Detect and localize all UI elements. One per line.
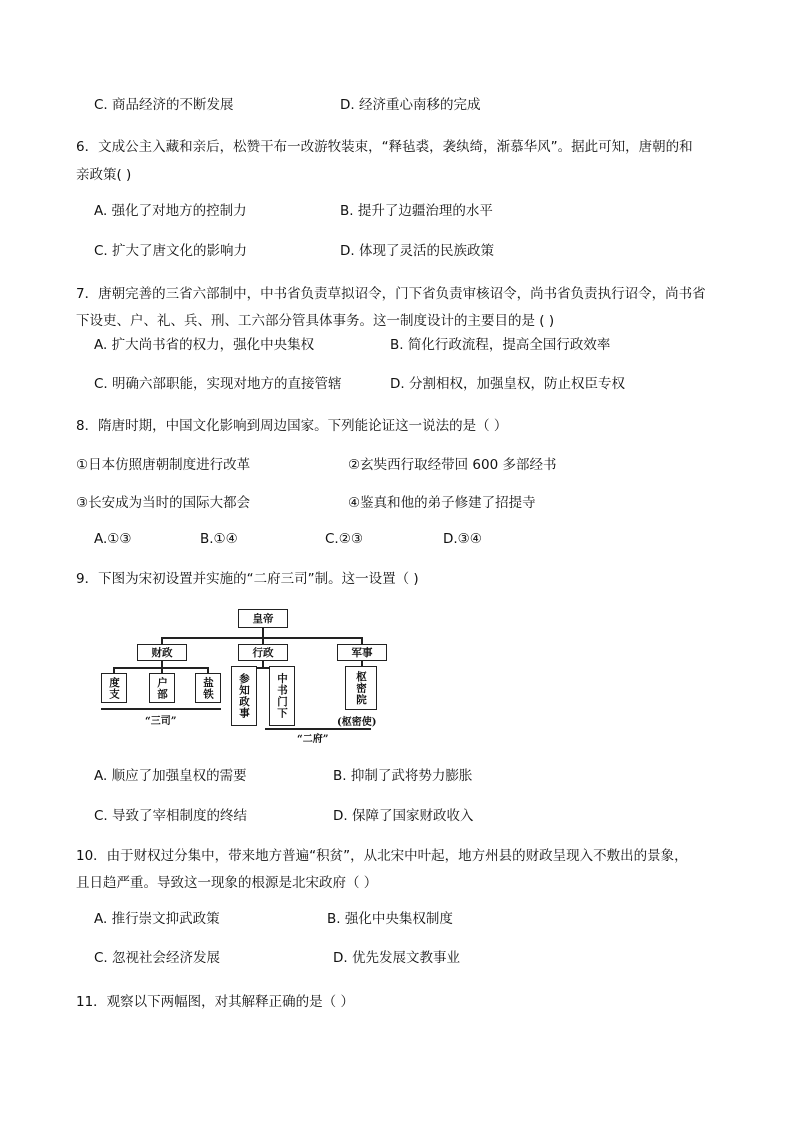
q5-option-d: D. 经济重心南移的完成 [340, 97, 481, 113]
q6-option-c: C. 扩大了唐文化的影响力 [94, 243, 248, 259]
diagram-sansi-label: “三司” [145, 716, 177, 727]
q7-option-c: C. 明确六部职能，实现对地方的直接管辖 [94, 376, 342, 392]
q8-item-2: ②玄奘西行取经带回 600 多部经书 [348, 457, 557, 473]
q10-option-c: C. 忽视社会经济发展 [94, 950, 221, 966]
q6-option-b: B. 提升了边疆治理的水平 [340, 203, 493, 219]
q11-stem: 11．观察以下两幅图，对其解释正确的是（ ） [76, 994, 354, 1010]
q8-item-1: ①日本仿照唐朝制度进行改革 [76, 457, 251, 473]
diagram-erfu-label: “二府” [297, 734, 329, 745]
q6-option-d: D. 体现了灵活的民族政策 [340, 243, 494, 259]
q10-option-a: A. 推行崇文抑武政策 [94, 911, 220, 927]
diagram-finance-box: 财政 [137, 644, 187, 661]
diagram-yantie-box: 盐铁 [195, 673, 221, 703]
q8-option-c: C.②③ [325, 531, 363, 547]
q9-diagram [97, 606, 397, 746]
q7-option-d: D. 分割相权，加强皇权，防止权臣专权 [390, 376, 625, 392]
diagram-shumishi-label: (枢密使) [337, 717, 377, 728]
q6-stem-line2: 亲政策( ) [76, 167, 132, 183]
q7-option-a: A. 扩大尚书省的权力，强化中央集权 [94, 337, 315, 353]
q8-item-3: ③长安成为当时的国际大都会 [76, 495, 251, 511]
q9-stem: 9．下图为宋初设置并实施的“二府三司”制。这一设置（ ) [76, 571, 419, 587]
diagram-shumiyuan-box: 枢密院 [345, 666, 377, 710]
q7-stem-line1: 7．唐朝完善的三省六部制中，中书省负责草拟诏令，门下省负责审核诏令，尚书省负责执行诏令，尚书省 [76, 286, 706, 302]
q10-option-b: B. 强化中央集权制度 [327, 911, 453, 927]
diagram-admin-box: 行政 [238, 644, 288, 661]
q9-option-a: A. 顺应了加强皇权的需要 [94, 768, 247, 784]
q6-option-a: A. 强化了对地方的控制力 [94, 203, 247, 219]
diagram-zhongshu-box: 中书门下 [269, 666, 295, 726]
diagram-hubu-box: 户部 [149, 673, 175, 703]
q9-option-c: C. 导致了宰相制度的终结 [94, 808, 248, 824]
q8-option-b: B.①④ [200, 531, 238, 547]
diagram-canzhi-box: 参知政事 [231, 666, 257, 726]
q7-stem-line2: 下设吏、户、礼、兵、刑、工六部分管具体事务。这一制度设计的主要目的是 ( ) [76, 313, 555, 329]
diagram-emperor-box: 皇帝 [238, 609, 288, 628]
q9-option-d: D. 保障了国家财政收入 [333, 808, 474, 824]
q10-option-d: D. 优先发展文教事业 [333, 950, 460, 966]
q8-item-4: ④鉴真和他的弟子修建了招提寺 [348, 495, 536, 511]
q10-stem-line1: 10．由于财权过分集中，带来地方普遍“积贫”，从北宋中叶起，地方州县的财政呈现入不敷出的景象， [76, 848, 688, 864]
q8-option-a: A.①③ [94, 531, 132, 547]
q8-option-d: D.③④ [443, 531, 482, 547]
q5-option-c: C. 商品经济的不断发展 [94, 97, 234, 113]
diagram-duzhi-box: 度支 [101, 673, 127, 703]
q6-stem-line1: 6．文成公主入藏和亲后，松赞干布一改游牧装束，“释毡裘，袭纨绮，渐慕华风”。据此可知，唐朝的和 [76, 139, 693, 155]
q9-option-b: B. 抑制了武将势力膨胀 [333, 768, 473, 784]
q8-stem: 8．隋唐时期，中国文化影响到周边国家。下列能论证这一说法的是（ ） [76, 418, 508, 434]
q7-option-b: B. 简化行政流程，提高全国行政效率 [390, 337, 611, 353]
diagram-military-box: 军事 [337, 644, 387, 661]
q10-stem-line2: 且日趋严重。导致这一现象的根源是北宋政府（ ） [76, 875, 378, 891]
